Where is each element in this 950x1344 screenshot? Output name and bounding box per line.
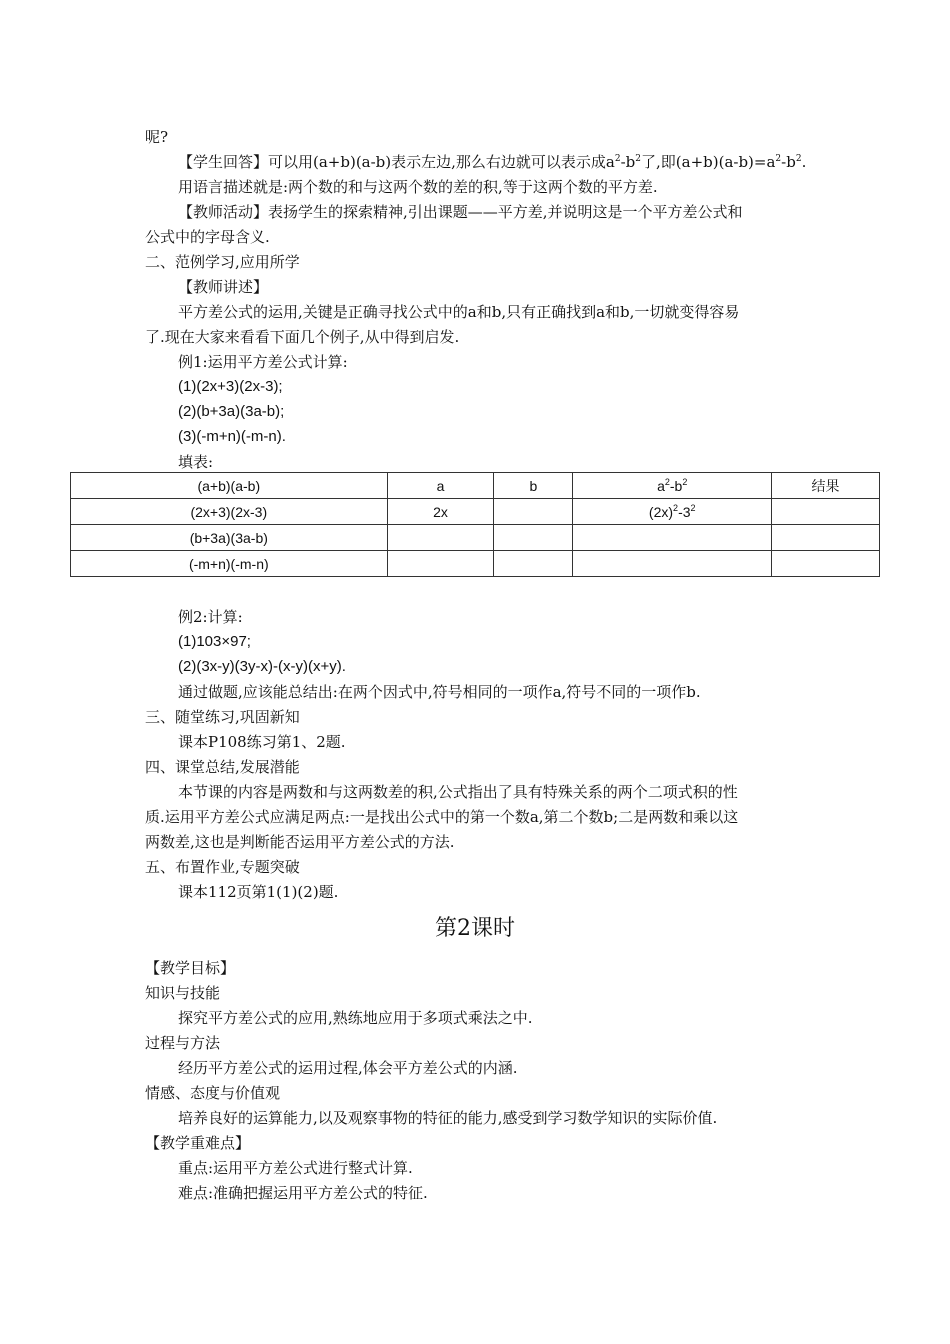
text-line: 情感、态度与价值观 — [145, 1084, 281, 1102]
table-cell: (2x+3)(2x-3) — [71, 499, 388, 525]
text-line: 课本112页第1(1)(2)题. — [178, 883, 339, 901]
text-line: 了.现在大家来看看下面几个例子,从中得到启发. — [145, 328, 460, 346]
text-line: 【教师讲述】 — [178, 278, 269, 296]
table-cell — [387, 525, 494, 551]
text-line: 质.运用平方差公式应满足两点:一是找出公式中的第一个数a,第二个数b;二是两数和乘以这 — [145, 808, 739, 826]
table-cell: (-m+n)(-m-n) — [71, 551, 388, 577]
table-cell — [772, 525, 880, 551]
text-line: 经历平方差公式的运用过程,体会平方差公式的内涵. — [178, 1059, 518, 1077]
table-cell: (a+b)(a-b) — [71, 473, 388, 499]
table-cell — [772, 551, 880, 577]
table-header-row — [71, 473, 880, 499]
table-cell — [573, 525, 772, 551]
table-cell — [573, 551, 772, 577]
table-cell: $a^2-b^2$ — [573, 473, 772, 499]
lesson-heading: 第2课时 — [435, 916, 515, 941]
text-line: 例1:运用平方差公式计算: — [178, 353, 348, 371]
table-cell — [494, 525, 573, 551]
table-row — [71, 499, 880, 525]
table-cell — [387, 551, 494, 577]
text-line: 知识与技能 — [145, 984, 221, 1002]
formula-line: (2)(b+3a)(3a-b); — [178, 403, 285, 420]
table-cell: a — [387, 473, 494, 499]
table-cell: (b+3a)(3a-b) — [71, 525, 388, 551]
text-line: 填表: — [178, 453, 214, 471]
section-heading: 二、范例学习,应用所学 — [145, 253, 300, 271]
formula-line: (1)103×97; — [178, 633, 251, 650]
table-cell — [494, 499, 573, 525]
text-line: 两数差,这也是判断能否运用平方差公式的方法. — [145, 833, 455, 851]
formula-line: (1)(2x+3)(2x-3); — [178, 378, 283, 395]
text-line: 培养良好的运算能力,以及观察事物的特征的能力,感受到学习数学知识的实际价值. — [178, 1109, 718, 1127]
text-line: 用语言描述就是:两个数的和与这两个数的差的积,等于这两个数的平方差. — [178, 178, 658, 196]
table-row — [71, 525, 880, 551]
table-cell: 结果 — [772, 473, 880, 499]
text-line: 课本P108练习第1、2题. — [178, 733, 346, 751]
text-line: 例2:计算: — [178, 608, 243, 626]
text-line: 探究平方差公式的应用,熟练地应用于多项式乘法之中. — [178, 1009, 533, 1027]
table-cell — [494, 551, 573, 577]
text-line: 【教学目标】 — [145, 959, 236, 977]
fill-in-table — [70, 472, 880, 577]
text-line: 【教师活动】表扬学生的探索精神,引出课题——平方差,并说明这是一个平方差公式和 — [178, 203, 743, 221]
text-line: 平方差公式的运用,关键是正确寻找公式中的a和b,只有正确找到a和b,一切就变得容易 — [178, 303, 740, 321]
table-cell — [772, 499, 880, 525]
section-heading: 五、布置作业,专题突破 — [145, 858, 300, 876]
student-answer-line: 【学生回答】可以用(a+b)(a-b)表示左边,那么右边就可以表示成$a^2-b^2$了,即$(a+b)(a-b)=a^2-b^2$. — [178, 153, 807, 171]
text-line: 呢? — [145, 128, 169, 146]
table-cell: $(2x)^2-3^2$ — [573, 499, 772, 525]
formula-line: (2)(3x-y)(3y-x)-(x-y)(x+y). — [178, 658, 346, 675]
text-line: 公式中的字母含义. — [145, 228, 270, 246]
section-heading: 三、随堂练习,巩固新知 — [145, 708, 300, 726]
formula-line: (3)(-m+n)(-m-n). — [178, 428, 286, 445]
text-line: 通过做题,应该能总结出:在两个因式中,符号相同的一项作a,符号不同的一项作b. — [178, 683, 701, 701]
text-line: 过程与方法 — [145, 1034, 221, 1052]
text-line: 重点:运用平方差公式进行整式计算. — [178, 1159, 413, 1177]
table-cell: 2x — [387, 499, 494, 525]
text-line: 【教学重难点】 — [145, 1134, 251, 1152]
text-line: 难点:准确把握运用平方差公式的特征. — [178, 1184, 428, 1202]
table-row — [71, 551, 880, 577]
text-line: 本节课的内容是两数和与这两数差的积,公式指出了具有特殊关系的两个二项式积的性 — [178, 783, 738, 801]
table-cell: b — [494, 473, 573, 499]
section-heading: 四、课堂总结,发展潜能 — [145, 758, 300, 776]
